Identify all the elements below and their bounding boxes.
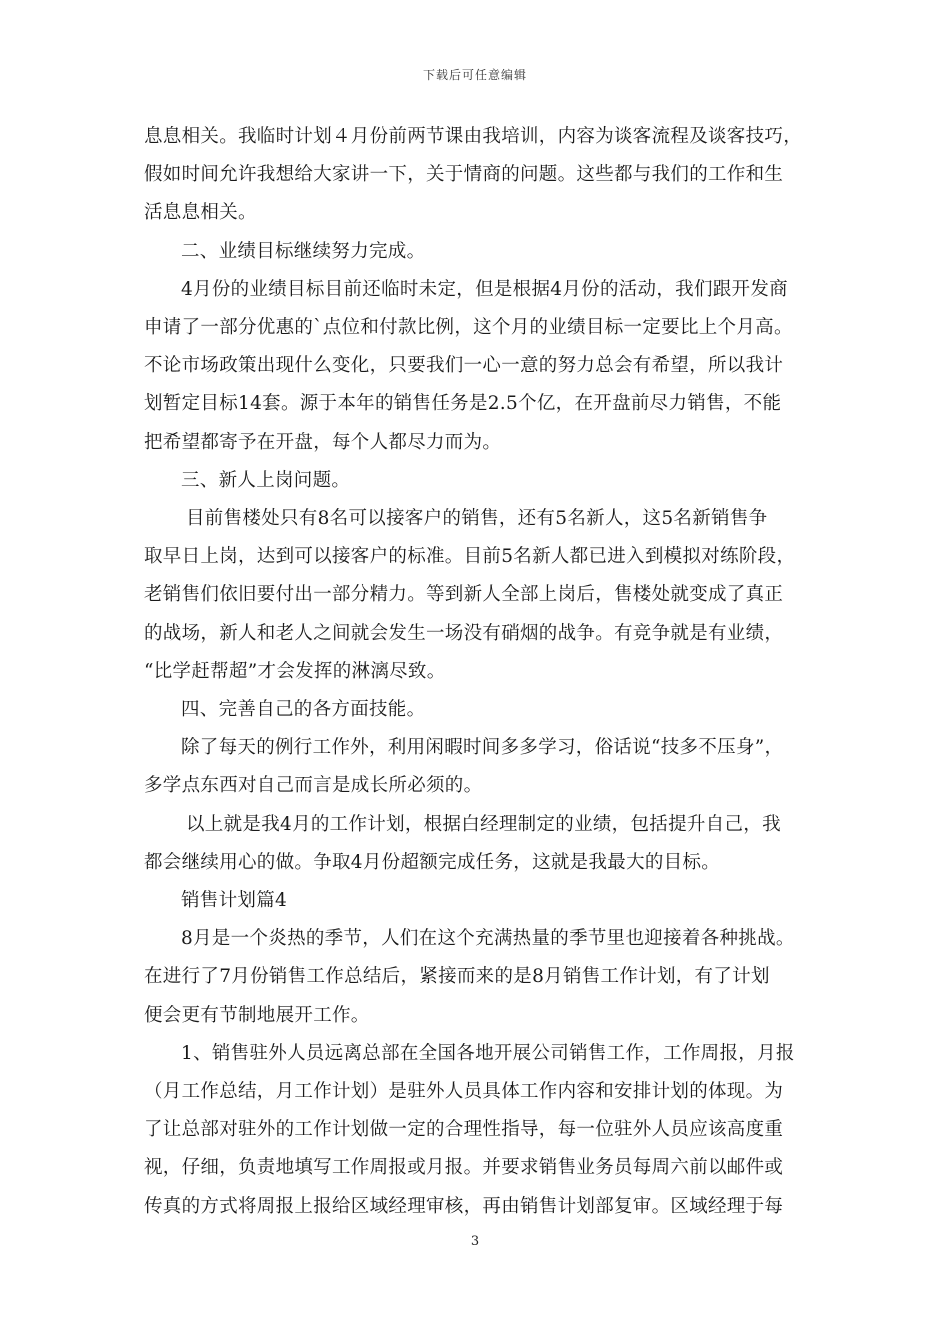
paragraph-5 — [144, 500, 808, 691]
section-title — [144, 882, 808, 920]
text-line: “比学赶帮超”才会发挥的淋漓尽致。 — [144, 660, 446, 682]
paragraph-11 — [144, 1035, 808, 1226]
document-body — [144, 118, 808, 1226]
text-line: 假如时间允许我想给大家讲一下，关于情商的问题。这些都与我们的工作和生 — [144, 164, 784, 186]
text-line: （月工作总结，月工作计划）是驻外人员具体工作内容和安排计划的体现。为 — [144, 1081, 784, 1103]
heading-line: 四、完善自己的各方面技能。 — [181, 699, 426, 721]
text-line: 不论市场政策出现什么变化，只要我们一心一意的努力总会有希望，所以我计 — [144, 355, 784, 377]
text-line: 息息相关。我临时计划４月份前两节课由我培训，内容为谈客流程及谈客技巧， — [144, 126, 803, 147]
text-line: 传真的方式将周报上报给区域经理审核，再由销售计划部复审。区域经理于每 — [144, 1195, 784, 1217]
section-heading-2 — [144, 233, 808, 271]
text-line: 取早日上岗，达到可以接客户的标准。目前5名新人都已进入到模拟对练阶段， — [144, 546, 796, 568]
text-line: 的战场，新人和老人之间就会发生一场没有硝烟的战争。有竞争就是有业绩， — [144, 622, 784, 644]
paragraph-1 — [144, 118, 808, 233]
text-line: 多学点东西对自己而言是成长所必须的。 — [144, 775, 483, 797]
text-line: 老销售们依旧要付出一部分精力。等到新人全部上岗后，售楼处就变成了真正 — [144, 584, 784, 606]
text-line: 以上就是我4月的工作计划，根据白经理制定的业绩，包括提升自己，我 — [186, 813, 781, 835]
text-line: 目前售楼处只有8名可以接客户的销售，还有5名新人，这5名新销售争 — [186, 508, 768, 530]
heading-line: 销售计划篇4 — [181, 890, 288, 912]
text-line: 4月份的业绩目标目前还临时未定，但是根据4月份的活动，我们跟开发商 — [181, 278, 788, 300]
text-line: 把希望都寄予在开盘，每个人都尽力而为。 — [144, 431, 502, 453]
paragraph-8 — [144, 806, 808, 882]
page-header: 下载后可任意编辑 — [422, 68, 527, 82]
text-line: 都会继续用心的做。争取4月份超额完成任务，这就是我最大的目标。 — [144, 851, 721, 873]
section-heading-4 — [144, 691, 808, 729]
text-line: 了让总部对驻外的工作计划做一定的合理性指导，每一位驻外人员应该高度重 — [144, 1119, 784, 1141]
paragraph-7 — [144, 729, 808, 805]
text-line: 便会更有节制地展开工作。 — [144, 1004, 370, 1026]
text-line: 申请了一部分优惠的`点位和付款比例，这个月的业绩目标一定要比上个月高。 — [144, 317, 793, 339]
text-line: 在进行了7月份销售工作总结后，紧接而来的是8月销售工作计划，有了计划 — [144, 966, 770, 988]
text-line: 1、销售驻外人员远离总部在全国各地开展公司销售工作，工作周报，月报 — [181, 1042, 795, 1064]
heading-line: 二、业绩目标继续努力完成。 — [181, 240, 426, 262]
text-line: 视，仔细，负责地填写工作周报或月报。并要求销售业务员每周六前以邮件或 — [144, 1157, 784, 1179]
text-line: 8月是一个炎热的季节，人们在这个充满热量的季节里也迎接着各种挑战。 — [181, 928, 795, 950]
text-line: 划暂定目标14套。源于本年的销售任务是2.5个亿，在开盘前尽力销售，不能 — [144, 393, 782, 415]
paragraph-10 — [144, 920, 808, 1035]
heading-line: 三、新人上岗问题。 — [181, 469, 351, 491]
text-line: 除了每天的例行工作外，利用闲暇时间多多学习，俗话说“技多不压身”， — [181, 737, 784, 759]
section-heading-3 — [144, 462, 808, 500]
text-line: 活息息相关。 — [144, 202, 257, 224]
paragraph-3 — [144, 271, 808, 462]
page-number: 3 — [470, 1234, 480, 1249]
